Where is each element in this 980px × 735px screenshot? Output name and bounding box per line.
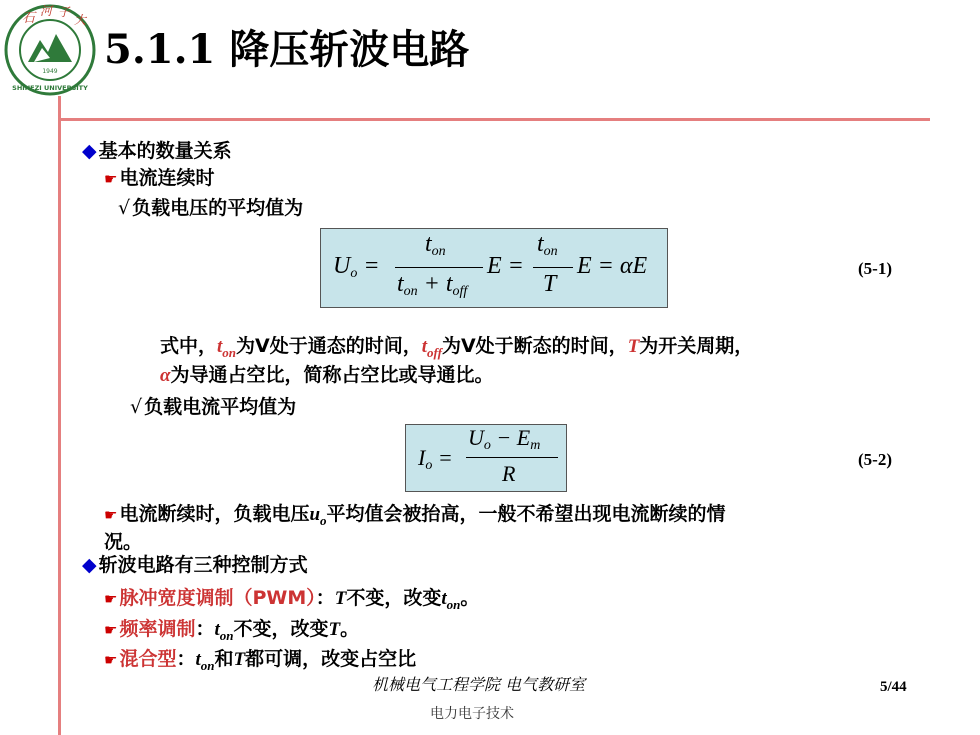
horizontal-divider (58, 118, 930, 121)
svg-text:河: 河 (40, 4, 53, 18)
university-logo (4, 4, 96, 96)
bullet-pwm: ☛ 脉冲宽度调制（PWM）：T不变，改变$t_{on}$。 (104, 587, 480, 612)
footer-course: 电力电子技术 (430, 706, 514, 722)
logo-text: SHIHEZI UNIVERSITY (12, 84, 88, 92)
pointing-hand-icon: ☛ (104, 651, 118, 669)
check-icon: √ (130, 396, 143, 418)
diamond-bullet-icon: ◆ (82, 140, 97, 162)
footer-department: 机械电气工程学院 电气教研室 (372, 675, 586, 694)
equation-5-2-box: $I_o$ = $U_o - E_m$ R (405, 424, 567, 492)
pointing-hand-icon: ☛ (104, 506, 118, 524)
bullet-frequency-modulation: ☛ 频率调制：$t_{on}$不变，改变T。 (104, 618, 360, 643)
svg-text:子: 子 (58, 5, 71, 19)
page-number: 5/44 (880, 679, 907, 695)
text-continuation: 况。 (104, 531, 143, 553)
text-where-definitions: 式中，$t_{on}$为V处于通态的时间，$t_{off}$为V处于断态的时间，T为开关周期， (160, 335, 754, 360)
svg-text:石: 石 (22, 11, 36, 26)
page-title: 5.1.1 降压斩波电路 (104, 26, 470, 73)
bullet-avg-current: √ 负载电流平均值为 (130, 396, 297, 418)
bullet-hybrid: ☛ 混合型：$t_{on}$和T都可调，改变占空比 (104, 648, 417, 673)
equation-5-1-number: (5-1) (858, 259, 892, 278)
bullet-discontinuous-current: ☛ 电流断续时，负载电压$u_o$平均值会被抬高，一般不希望出现电流断续的情 (104, 503, 726, 528)
check-icon: √ (118, 197, 131, 219)
equation-5-1-box: $U_o$ = $t_{on}$ $t_{on} + t_{off}$ E = $t_{on}$ T E = αE (320, 228, 668, 308)
svg-text:大: 大 (74, 13, 87, 27)
bullet-control-modes: ◆ 斩波电路有三种控制方式 (82, 554, 308, 576)
bullet-continuous-current: ☛ 电流连续时 (104, 167, 215, 189)
text-duty-cycle: α为导通占空比，简称占空比或导通比。 (160, 364, 494, 386)
pointing-hand-icon: ☛ (104, 621, 118, 639)
bullet-basic-relations: ◆ 基本的数量关系 (82, 140, 232, 162)
bullet-avg-voltage: √ 负载电压的平均值为 (118, 197, 304, 219)
pointing-hand-icon: ☛ (104, 170, 118, 188)
logo-year: 1949 (42, 68, 58, 75)
pointing-hand-icon: ☛ (104, 590, 118, 608)
diamond-bullet-icon: ◆ (82, 554, 97, 576)
vertical-divider (58, 96, 61, 735)
equation-5-2-number: (5-2) (858, 450, 892, 469)
